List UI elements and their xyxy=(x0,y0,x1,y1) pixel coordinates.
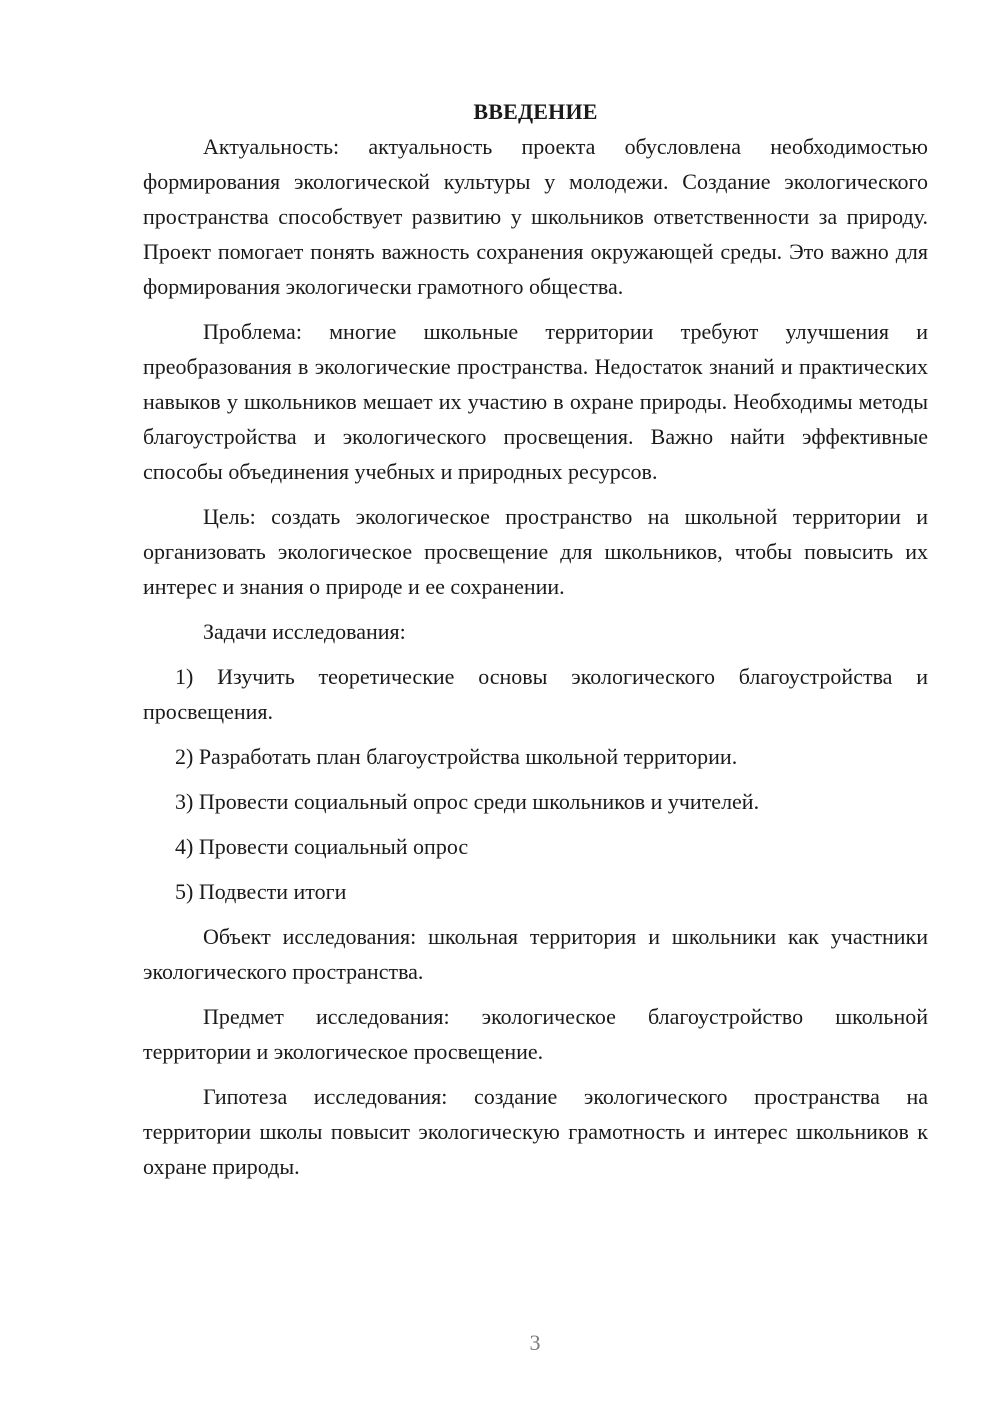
list-item: 5) Подвести итоги xyxy=(175,879,347,904)
page-title: ВВЕДЕНИЕ xyxy=(473,99,598,124)
list-item: 3) Провести социальный опрос среди школьников и учителей. xyxy=(175,789,760,814)
paragraph-subject: Предмет исследования: экологическое благоустройство школьной территории и экологическое просвещение. xyxy=(143,1004,928,1064)
paragraph-goal: Цель: создать экологическое пространство на школьной территории и организовать экологическое просвещение для школьников, чтобы повысить их интерес и знания о природе и ее сохранении. xyxy=(143,504,928,599)
paragraph-hypothesis: Гипотеза исследования: создание экологического пространства на территории школы повысит экологическую грамотность и интерес школьников к охране природы. xyxy=(143,1084,928,1179)
list-item: 2) Разработать план благоустройства школьной территории. xyxy=(175,744,738,769)
document-page xyxy=(143,94,928,1184)
paragraph-relevance: Актуальность: актуальность проекта обусловлена необходимостью формирования экологической культуры у молодежи. Создание экологического пространства способствует развитию у школьников ответственности за природу. Проект помогает понять важность сохранения окружающей среды. Это важно для формирования экологически грамотного общества. xyxy=(143,134,928,299)
paragraph-problem: Проблема: многие школьные территории требуют улучшения и преобразования в экологические пространства. Недостаток знаний и практических навыков у школьников мешает их участию в охране природы. Необходимы методы благоустройства и экологического просвещения. Важно найти эффективные способы объединения учебных и природных ресурсов. xyxy=(143,319,928,484)
tasks-list xyxy=(143,659,928,909)
page-number: 3 xyxy=(529,1330,541,1355)
tasks-heading: Задачи исследования: xyxy=(203,619,406,644)
paragraph-object: Объект исследования: школьная территория и школьники как участники экологического пространства. xyxy=(143,924,928,984)
list-item: 1) Изучить теоретические основы экологического благоустройства и просвещения. xyxy=(143,664,928,724)
list-item: 4) Провести социальный опрос xyxy=(175,834,469,859)
